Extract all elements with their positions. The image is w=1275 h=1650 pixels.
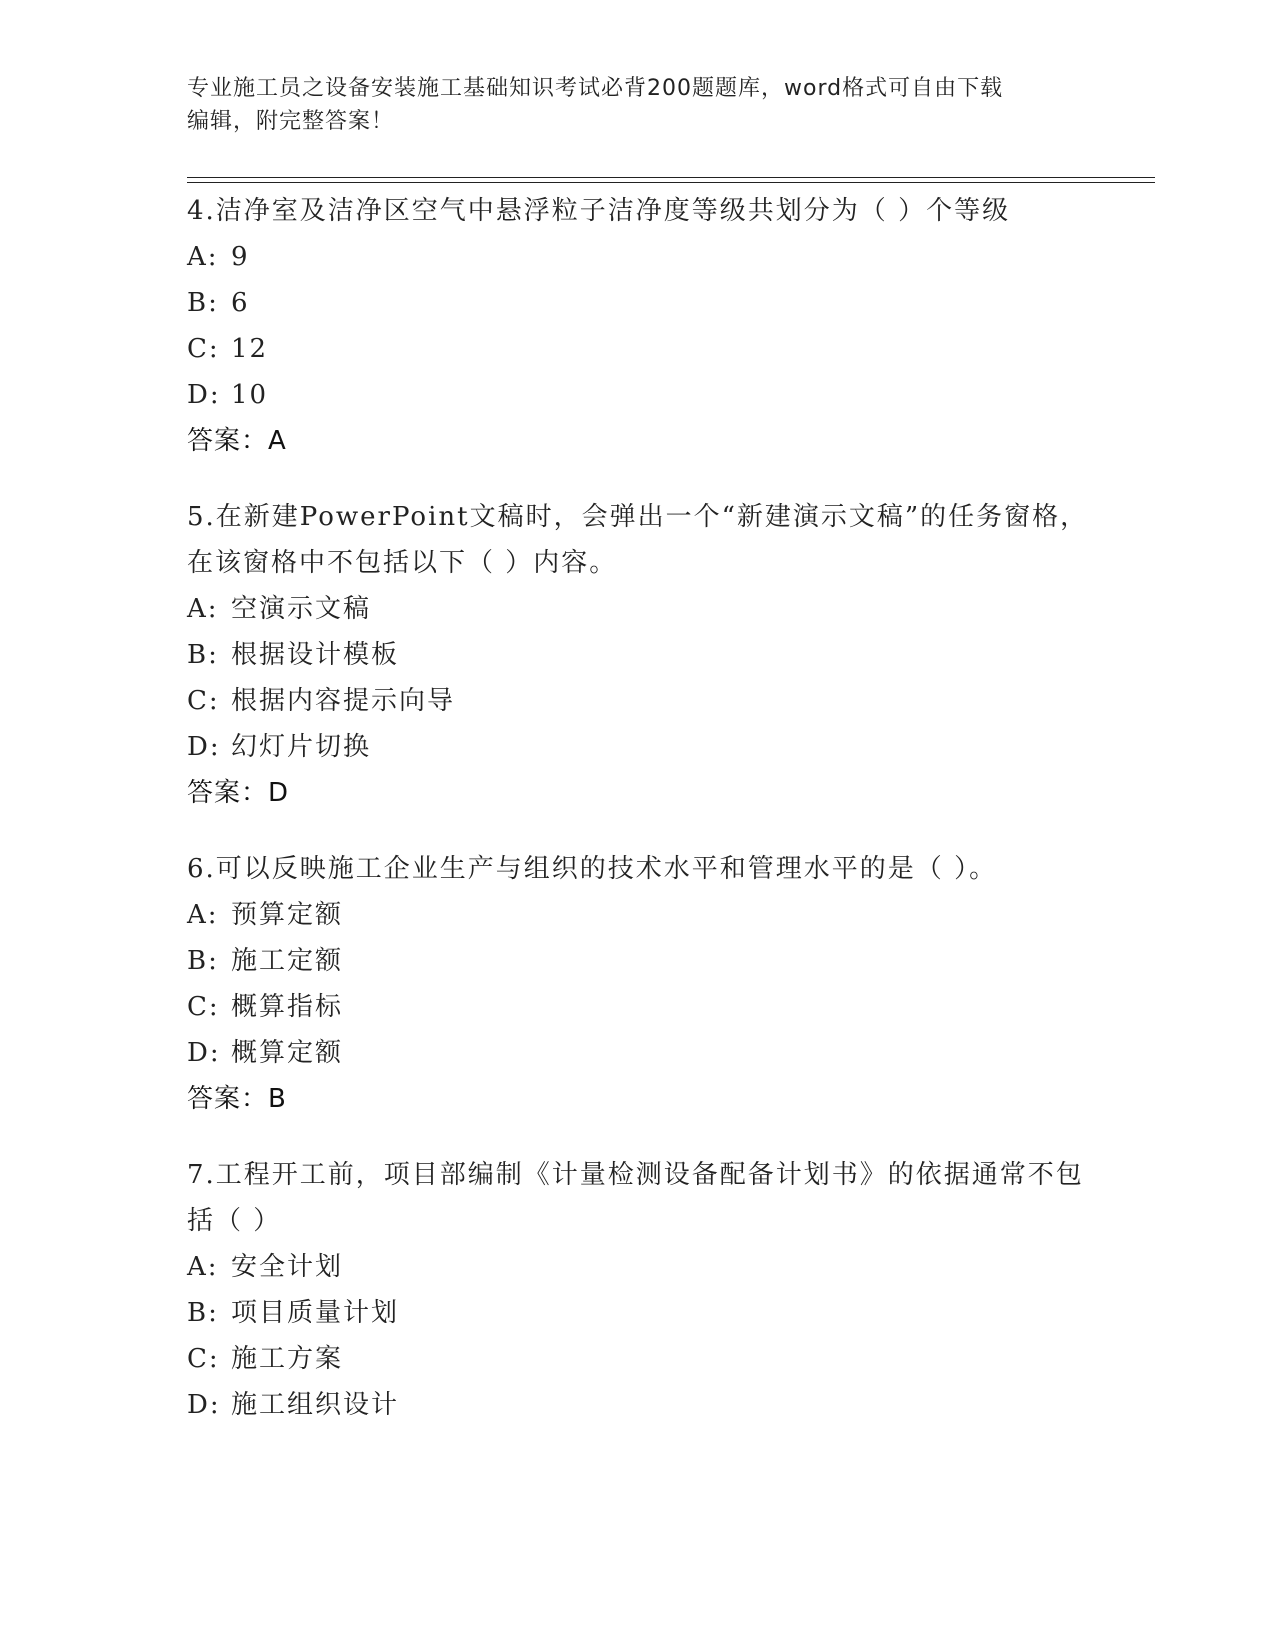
option-key: A: bbox=[187, 594, 219, 624]
option-key: C: bbox=[187, 992, 220, 1022]
question-text: 7.工程开工前，项目部编制《计量检测设备配备计划书》的依据通常不包括（ ） bbox=[187, 1160, 1084, 1236]
option-key: B: bbox=[187, 946, 219, 976]
option-d bbox=[187, 724, 1107, 770]
option-b bbox=[187, 1290, 1107, 1336]
option-a bbox=[187, 1244, 1107, 1290]
answer-text: 答案：A bbox=[187, 426, 287, 456]
option-b bbox=[187, 938, 1107, 984]
answer-text: 答案：B bbox=[187, 1084, 287, 1114]
option-key: B: bbox=[187, 288, 219, 318]
option-value: 概算定额 bbox=[231, 1038, 344, 1068]
option-value: 施工定额 bbox=[231, 946, 344, 976]
option-value: 根据设计模板 bbox=[231, 640, 400, 670]
question-text: 4.洁净室及洁净区空气中悬浮粒子洁净度等级共划分为（ ）个等级 bbox=[187, 196, 1011, 226]
option-c bbox=[187, 326, 1107, 372]
question-text: 6.可以反映施工企业生产与组织的技术水平和管理水平的是（ ）。 bbox=[187, 854, 998, 884]
option-value: 概算指标 bbox=[231, 992, 344, 1022]
header-divider-bottom bbox=[187, 182, 1155, 183]
option-d bbox=[187, 1382, 1107, 1428]
option-key: D: bbox=[187, 1390, 221, 1420]
header-title-line-2: 编辑，附完整答案！ bbox=[187, 109, 395, 134]
option-a bbox=[187, 892, 1107, 938]
option-value: 根据内容提示向导 bbox=[231, 686, 456, 716]
question-list bbox=[187, 188, 1107, 1458]
option-value: 项目质量计划 bbox=[231, 1298, 400, 1328]
option-a bbox=[187, 586, 1107, 632]
option-key: B: bbox=[187, 640, 219, 670]
option-value: 10 bbox=[231, 380, 269, 410]
option-key: D: bbox=[187, 732, 221, 762]
option-key: A: bbox=[187, 242, 219, 272]
option-c bbox=[187, 678, 1107, 724]
option-key: C: bbox=[187, 334, 220, 364]
question-block bbox=[187, 1152, 1107, 1428]
option-key: A: bbox=[187, 1252, 219, 1282]
header-divider-top bbox=[187, 177, 1155, 178]
option-key: C: bbox=[187, 686, 220, 716]
option-value: 9 bbox=[231, 242, 250, 272]
answer-text: 答案：D bbox=[187, 778, 290, 808]
option-d bbox=[187, 372, 1107, 418]
option-value: 安全计划 bbox=[231, 1252, 344, 1282]
option-c bbox=[187, 984, 1107, 1030]
option-value: 12 bbox=[231, 334, 269, 364]
option-key: B: bbox=[187, 1298, 219, 1328]
option-d bbox=[187, 1030, 1107, 1076]
option-key: C: bbox=[187, 1344, 220, 1374]
option-value: 施工方案 bbox=[231, 1344, 344, 1374]
option-value: 幻灯片切换 bbox=[231, 732, 372, 762]
option-b bbox=[187, 632, 1107, 678]
option-value: 预算定额 bbox=[231, 900, 344, 930]
option-key: D: bbox=[187, 380, 221, 410]
option-key: D: bbox=[187, 1038, 221, 1068]
option-c bbox=[187, 1336, 1107, 1382]
question-block bbox=[187, 846, 1107, 1122]
option-a bbox=[187, 234, 1107, 280]
question-block bbox=[187, 494, 1107, 816]
header-title-line-1: 专业施工员之设备安装施工基础知识考试必背200题题库，word格式可自由下载 bbox=[187, 76, 1004, 101]
option-value: 施工组织设计 bbox=[231, 1390, 400, 1420]
question-text: 5.在新建PowerPoint文稿时，会弹出一个“新建演示文稿”的任务窗格，在该窗格中不包括以下（ ）内容。 bbox=[187, 502, 1089, 578]
option-value: 6 bbox=[231, 288, 250, 318]
option-value: 空演示文稿 bbox=[231, 594, 372, 624]
option-b bbox=[187, 280, 1107, 326]
question-block bbox=[187, 188, 1107, 464]
option-key: A: bbox=[187, 900, 219, 930]
document-header bbox=[187, 72, 1077, 138]
